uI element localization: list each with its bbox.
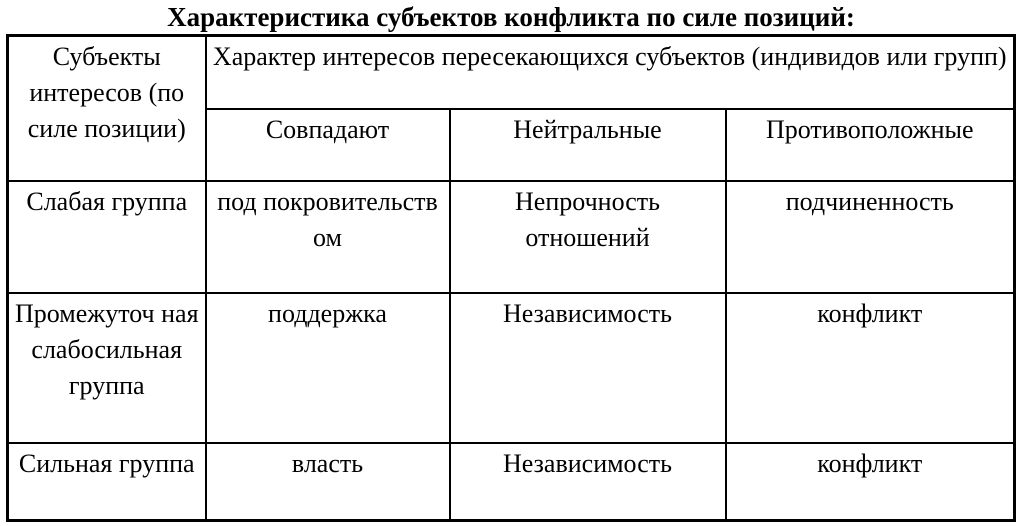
corner-header-cell: Субъекты интересов (по силе позиции)	[8, 36, 206, 181]
group-header-cell: Характер интересов пересекающихся субъектов (индивидов или групп)	[206, 36, 1015, 109]
column-header-neutral: Нейтральные	[450, 109, 726, 181]
page-title: Характеристика субъектов конфликта по силе позиций:	[167, 2, 855, 32]
column-header-opposite: Противоположные	[726, 109, 1015, 181]
table-cell: власть	[206, 443, 450, 520]
table-row	[8, 293, 1015, 443]
table-cell: Независимость	[450, 443, 726, 520]
conflict-subjects-table	[6, 34, 1016, 522]
row-label-weak: Слабая группа	[8, 181, 206, 293]
table-row	[8, 443, 1015, 520]
table-cell: конфликт	[726, 443, 1015, 520]
table-cell: Непрочность отношений	[450, 181, 726, 293]
table-cell: под покровительств ом	[206, 181, 450, 293]
table-cell: Независимость	[450, 293, 726, 443]
column-header-coincide: Совпадают	[206, 109, 450, 181]
row-label-strong: Сильная группа	[8, 443, 206, 520]
table-cell: подчиненность	[726, 181, 1015, 293]
table-row	[8, 181, 1015, 293]
table-cell: поддержка	[206, 293, 450, 443]
table-cell: конфликт	[726, 293, 1015, 443]
table-header-row	[8, 36, 1015, 109]
row-label-intermediate: Промежуточ ная слабосильная группа	[8, 293, 206, 443]
